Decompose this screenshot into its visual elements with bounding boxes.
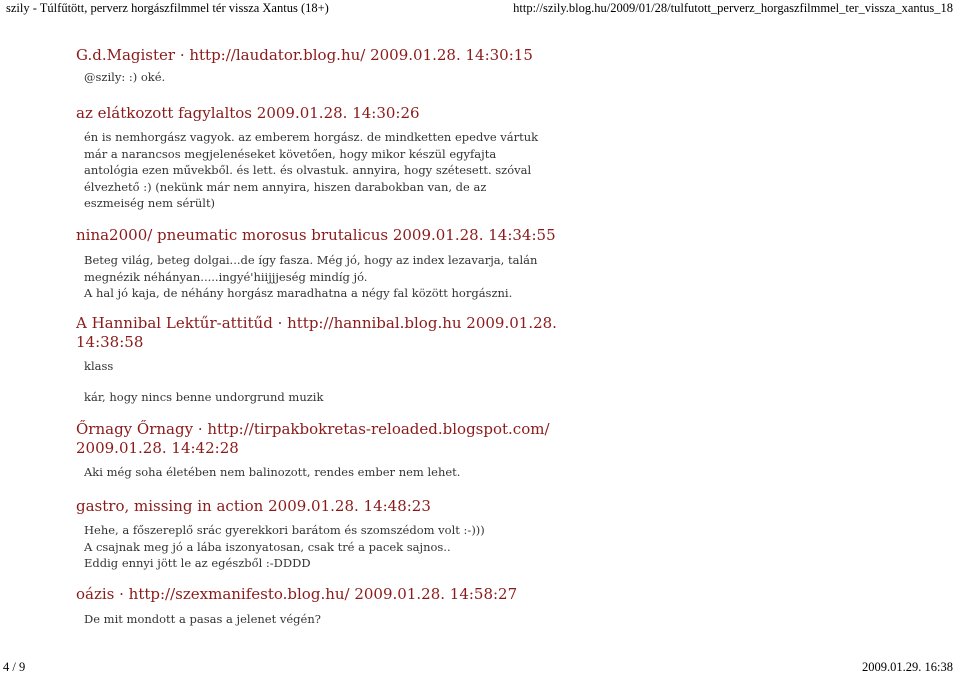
comment-header[interactable] (76, 104, 636, 123)
comment-author-link[interactable]: G.d.Magister · http://laudator.blog.hu/ 2009.01.28. 14:30:15 (76, 46, 533, 64)
comment (76, 314, 636, 405)
comment-author-link-cont[interactable]: 14:38:58 (76, 333, 144, 351)
print-footer (0, 660, 959, 676)
comment-header[interactable] (76, 226, 636, 245)
comment-author-link[interactable]: Őrnagy Őrnagy · http://tirpakbokretas-reloaded.blogspot.com/ (76, 420, 550, 438)
comment-header[interactable] (76, 46, 636, 65)
comment-text-line: Aki még soha életében nem balinozott, rendes ember nem lehet. (84, 465, 461, 479)
comment (76, 585, 636, 628)
page-number: 4 / 9 (3, 660, 26, 674)
comment-text-line: @szily: :) oké. (84, 70, 166, 84)
comment-body (76, 464, 636, 481)
comment (76, 497, 636, 572)
comment-author-link[interactable]: A Hannibal Lektűr-attitűd · http://hannibal.blog.hu 2009.01.28. (76, 314, 557, 332)
comment-header[interactable] (76, 314, 636, 352)
comment-body (76, 611, 636, 628)
print-header (0, 0, 959, 20)
comment-text-line: megnézik néhányan.....ingyé'hiijjjeség mindíg jó. (84, 269, 368, 284)
comment-text-line: Hehe, a főszereplő srác gyerekkori barátom és szomszédom volt :-))) (84, 523, 485, 537)
comment-author-link[interactable]: az elátkozott fagylaltos 2009.01.28. 14:30:26 (76, 104, 420, 122)
comment-body (76, 522, 636, 572)
comment-text-line (84, 375, 636, 389)
print-datetime: 2009.01.29. 16:38 (862, 660, 953, 674)
comment-body (76, 129, 636, 212)
comment-author-link-cont[interactable]: 2009.01.28. 14:42:28 (76, 439, 239, 457)
comment-text-line: Beteg világ, beteg dolgai...de így fasza. Még jó, hogy az index lezavarja, talán (84, 253, 538, 267)
comment-text-line: élvezhető :) (nekünk már nem annyira, hiszen darabokban van, de az (84, 179, 487, 194)
comment-header[interactable] (76, 497, 636, 516)
comment-text-line: A csajnak meg jó a lába iszonyatosan, csak tré a pacek sajnos.. (84, 539, 451, 554)
comment-text-line: én is nemhorgász vagyok. az emberem horgász. de mindketten epedve vártuk (84, 130, 539, 144)
comment-text-line: eszmeiség nem sérült) (84, 196, 216, 210)
comment-body (76, 252, 636, 302)
comment-text-line: antológia ezen művekből. és lett. és olvastuk. annyira, hogy szétesett. szóval (84, 163, 532, 177)
comment (76, 420, 636, 481)
comment-text-line: De mit mondott a pasas a jelenet végén? (84, 612, 321, 626)
comment-author-link[interactable]: nina2000/ pneumatic morosus brutalicus 2009.01.28. 14:34:55 (76, 226, 556, 244)
comment (76, 226, 636, 302)
comment (76, 46, 636, 86)
comment-text-line: kár, hogy nincs benne undorgrund muzik (84, 389, 324, 404)
comment-header[interactable] (76, 585, 636, 604)
comment-text-line: már a narancsos megjelenéseket követően, hogy mikor készül egyfajta (84, 146, 497, 161)
comment-text-line: A hal jó kaja, de néhány horgász maradhatna a négy fal között horgászni. (84, 286, 513, 300)
comment (76, 104, 636, 212)
comment-body (76, 69, 636, 86)
comment-author-link[interactable]: gastro, missing in action 2009.01.28. 14:48:23 (76, 497, 431, 515)
comment-body (76, 358, 636, 405)
print-header-title: szily - Túlfűtött, perverz horgászfilmmel tér vissza Xantus (18+) (6, 1, 329, 15)
comment-author-link[interactable]: oázis · http://szexmanifesto.blog.hu/ 2009.01.28. 14:58:27 (76, 585, 518, 603)
comment-text-line: Eddig ennyi jött le az egészből :-DDDD (84, 556, 311, 570)
comment-header[interactable] (76, 420, 636, 458)
comment-text-line: klass (84, 359, 114, 373)
print-header-url: http://szily.blog.hu/2009/01/28/tulfutott_perverz_horgaszfilmmel_ter_vissza_xantus_18 (513, 1, 953, 15)
